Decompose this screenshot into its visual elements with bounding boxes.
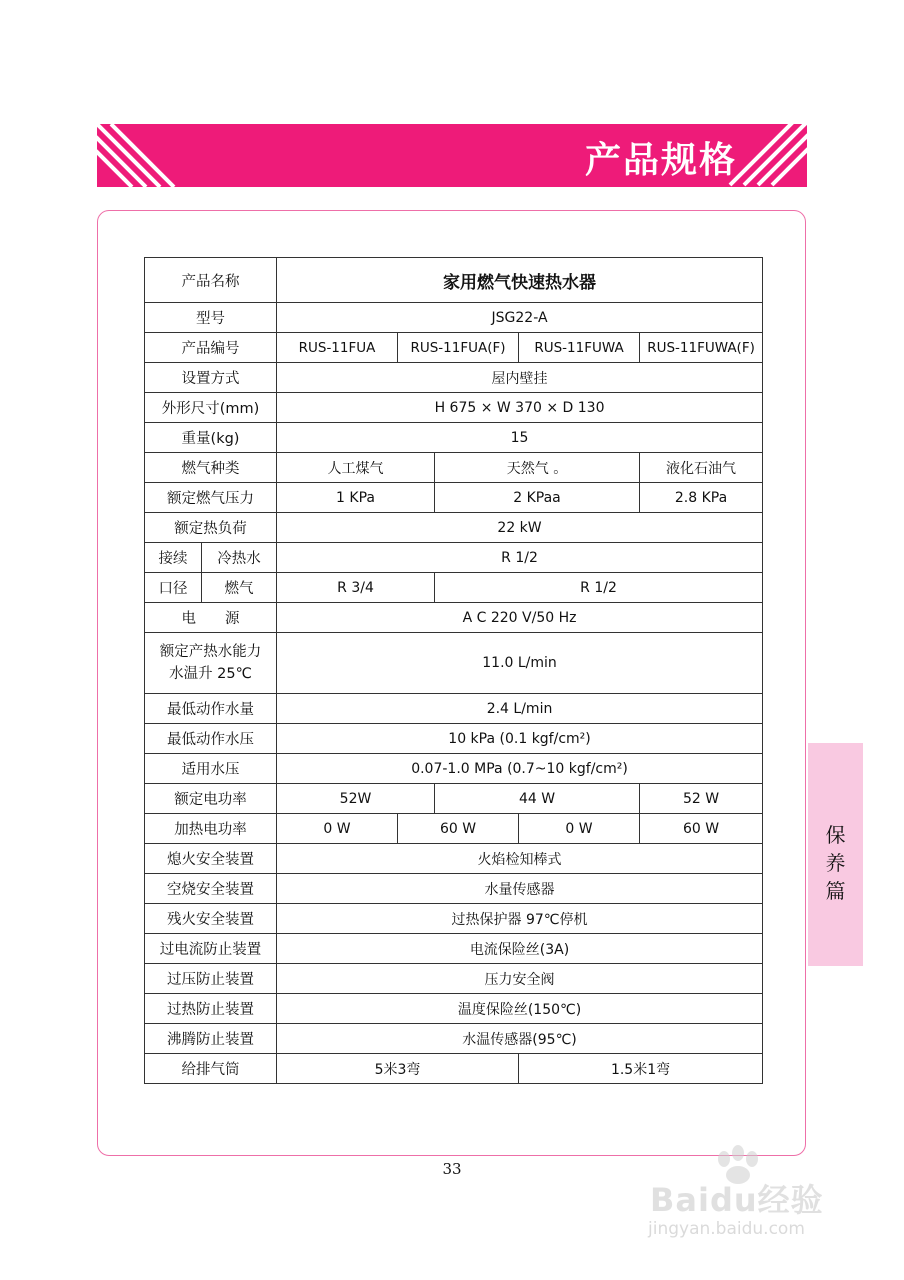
row-value: 火焰检知棒式 [277, 844, 763, 874]
table-row [145, 483, 763, 513]
row-label: 最低动作水量 [145, 694, 277, 724]
row-label: 外形尺寸(mm) [145, 393, 277, 423]
table-row [145, 694, 763, 724]
row-value: RUS-11FUWA [519, 333, 640, 363]
row-label: 电 源 [145, 603, 277, 633]
row-value: 1.5米1弯 [519, 1054, 763, 1084]
table-row [145, 994, 763, 1024]
row-value: 天然气 。 [435, 453, 640, 483]
row-label: 过热防止装置 [145, 994, 277, 1024]
row-value: 液化石油气 [640, 453, 763, 483]
row-label: 熄火安全装置 [145, 844, 277, 874]
row-value: 15 [277, 423, 763, 453]
row-value: 水量传感器 [277, 874, 763, 904]
table-row [145, 633, 763, 694]
row-label-line: 额定产热水能力 [159, 644, 262, 660]
row-label: 型号 [145, 303, 277, 333]
watermark-brand: Baidu经验 [650, 1181, 824, 1219]
row-value: 0 W [277, 814, 398, 844]
watermark [640, 1145, 900, 1245]
table-row [145, 573, 763, 603]
table-row [145, 844, 763, 874]
row-value: 温度保险丝(150℃) [277, 994, 763, 1024]
row-value: A C 220 V/50 Hz [277, 603, 763, 633]
row-value: 52 W [640, 784, 763, 814]
table-row [145, 303, 763, 333]
row-label: 给排气筒 [145, 1054, 277, 1084]
watermark-url: jingyan.baidu.com [648, 1219, 805, 1239]
row-label: 设置方式 [145, 363, 277, 393]
table-row [145, 453, 763, 483]
table-row [145, 1054, 763, 1084]
row-label: 额定燃气压力 [145, 483, 277, 513]
row-value: 屋内壁挂 [277, 363, 763, 393]
row-value: 过热保护器 97℃停机 [277, 904, 763, 934]
table-row [145, 393, 763, 423]
row-value: RUS-11FUA(F) [398, 333, 519, 363]
row-label: 最低动作水压 [145, 724, 277, 754]
side-tab-label: 保 养 篇 [825, 823, 846, 903]
table-row [145, 363, 763, 393]
row-label: 沸腾防止装置 [145, 1024, 277, 1054]
row-value: RUS-11FUWA(F) [640, 333, 763, 363]
row-value: 60 W [398, 814, 519, 844]
header-banner [97, 124, 807, 187]
row-label: 燃气种类 [145, 453, 277, 483]
row-value: R 3/4 [277, 573, 435, 603]
row-value: 5米3弯 [277, 1054, 519, 1084]
row-label: 加热电功率 [145, 814, 277, 844]
table-row [145, 934, 763, 964]
row-value: 10 kPa (0.1 kgf/cm²) [277, 724, 763, 754]
row-value: 家用燃气快速热水器 [277, 258, 763, 303]
row-value: RUS-11FUA [277, 333, 398, 363]
row-value: JSG22-A [277, 303, 763, 333]
row-label: 产品编号 [145, 333, 277, 363]
row-label: 残火安全装置 [145, 904, 277, 934]
row-value: 44 W [435, 784, 640, 814]
row-sublabel: 燃气 [202, 573, 277, 603]
row-label [145, 633, 277, 694]
row-label: 接续 [145, 543, 202, 573]
row-value: 2.8 KPa [640, 483, 763, 513]
row-value: R 1/2 [435, 573, 763, 603]
row-value: 52W [277, 784, 435, 814]
row-label: 适用水压 [145, 754, 277, 784]
page-number: 33 [442, 1160, 462, 1178]
row-value: 压力安全阀 [277, 964, 763, 994]
row-label: 过压防止装置 [145, 964, 277, 994]
table-row [145, 754, 763, 784]
row-label: 口径 [145, 573, 202, 603]
row-value: 11.0 L/min [277, 633, 763, 694]
table-row [145, 513, 763, 543]
row-value: 水温传感器(95℃) [277, 1024, 763, 1054]
row-value: 人工煤气 [277, 453, 435, 483]
row-value: 2.4 L/min [277, 694, 763, 724]
row-value: R 1/2 [277, 543, 763, 573]
row-label: 空烧安全装置 [145, 874, 277, 904]
table-row [145, 904, 763, 934]
table-row [145, 724, 763, 754]
side-tab[interactable] [808, 743, 863, 966]
row-label: 过电流防止装置 [145, 934, 277, 964]
page-title: 产品规格 [584, 140, 737, 181]
row-label-line: 水温升 25℃ [169, 666, 252, 682]
table-row [145, 1024, 763, 1054]
row-label: 重量(kg) [145, 423, 277, 453]
row-value: 60 W [640, 814, 763, 844]
table-row [145, 784, 763, 814]
row-value: 0.07-1.0 MPa (0.7~10 kgf/cm²) [277, 754, 763, 784]
row-value: 0 W [519, 814, 640, 844]
row-value: 1 KPa [277, 483, 435, 513]
row-value: 电流保险丝(3A) [277, 934, 763, 964]
table-row [145, 258, 763, 303]
row-value: H 675 × W 370 × D 130 [277, 393, 763, 423]
row-label: 额定电功率 [145, 784, 277, 814]
table-row [145, 874, 763, 904]
table-row [145, 543, 763, 573]
table-row [145, 423, 763, 453]
table-row [145, 333, 763, 363]
table-row [145, 603, 763, 633]
table-row [145, 814, 763, 844]
row-label: 额定热负荷 [145, 513, 277, 543]
spec-table [144, 257, 763, 1084]
row-value: 22 kW [277, 513, 763, 543]
row-value: 2 KPaa [435, 483, 640, 513]
row-sublabel: 冷热水 [202, 543, 277, 573]
table-row [145, 964, 763, 994]
row-label: 产品名称 [145, 258, 277, 303]
